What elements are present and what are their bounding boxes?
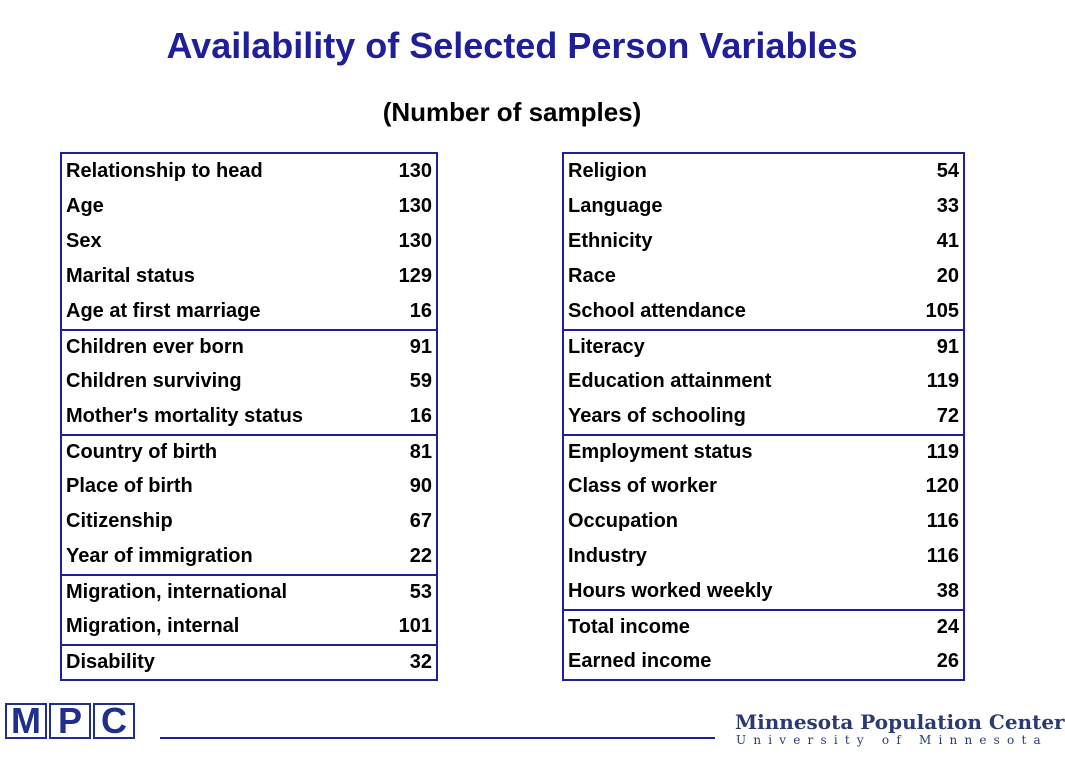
table-row (564, 436, 963, 469)
table-row (62, 331, 436, 364)
sample-count: 119 (926, 370, 959, 392)
page-subtitle: (Number of samples) (382, 97, 642, 127)
sample-count: 116 (926, 510, 959, 532)
variable-name: Country of birth (66, 441, 218, 463)
variable-name: Age (66, 195, 104, 217)
variable-name: Children ever born (66, 336, 244, 358)
variable-group (62, 329, 436, 434)
variable-group (564, 154, 963, 329)
variable-name: Children surviving (66, 370, 242, 392)
table-row (62, 294, 436, 329)
logo-letter: M (5, 703, 47, 739)
logo-letter: C (93, 703, 135, 739)
sample-count: 91 (409, 336, 432, 358)
variable-group (564, 609, 963, 679)
variable-name: School attendance (568, 300, 746, 322)
mpc-logo (5, 700, 137, 741)
table-row (62, 399, 436, 434)
variable-name: Year of immigration (66, 545, 253, 567)
table-row (62, 504, 436, 539)
page-title: Availability of Selected Person Variables (166, 25, 858, 66)
sample-count: 129 (398, 265, 432, 287)
sample-count: 130 (398, 230, 432, 252)
variable-group (62, 434, 436, 574)
sample-count: 24 (936, 616, 959, 638)
variable-name: Relationship to head (66, 160, 263, 182)
sample-count: 32 (409, 651, 432, 673)
table-row (62, 436, 436, 469)
sample-count: 91 (936, 336, 959, 358)
variables-table-left (60, 152, 438, 681)
sample-count: 26 (936, 650, 959, 672)
sample-count: 105 (925, 300, 959, 322)
variable-name: Religion (568, 160, 647, 182)
org-name: Minnesota Population Center (735, 710, 1065, 734)
table-row (62, 539, 436, 574)
table-row (564, 259, 963, 294)
sample-count: 38 (936, 580, 959, 602)
table-row (564, 364, 963, 399)
table-row (564, 331, 963, 364)
variable-name: Education attainment (568, 370, 772, 392)
sample-count: 119 (926, 441, 959, 463)
variable-name: Industry (568, 545, 647, 567)
sample-count: 72 (936, 405, 959, 427)
variable-name: Employment status (568, 441, 753, 463)
variable-name: Race (568, 265, 616, 287)
variable-name: Marital status (66, 265, 195, 287)
logo-letter: P (49, 703, 91, 739)
variable-name: Place of birth (66, 475, 193, 497)
table-row (564, 224, 963, 259)
variable-name: Mother's mortality status (66, 405, 304, 427)
variable-name: Ethnicity (568, 230, 653, 252)
sample-count: 101 (398, 615, 432, 637)
sample-count: 130 (398, 195, 432, 217)
sample-count: 116 (926, 545, 959, 567)
sample-count: 90 (409, 475, 432, 497)
variable-group (62, 644, 436, 679)
variable-group (564, 434, 963, 609)
table-row (564, 189, 963, 224)
table-row (62, 154, 436, 189)
variable-name: Literacy (568, 336, 645, 358)
table-row (62, 364, 436, 399)
sample-count: 81 (409, 441, 432, 463)
sample-count: 59 (409, 370, 432, 392)
sample-count: 33 (936, 195, 959, 217)
variable-group (62, 574, 436, 644)
sample-count: 16 (409, 405, 432, 427)
variables-table-right (562, 152, 965, 681)
sample-count: 130 (398, 160, 432, 182)
sample-count: 53 (409, 581, 432, 603)
table-row (564, 504, 963, 539)
variable-group (62, 154, 436, 329)
variable-name: Migration, international (66, 581, 288, 603)
table-row (62, 469, 436, 504)
table-row (62, 224, 436, 259)
variable-name: Citizenship (66, 510, 173, 532)
variable-group (564, 329, 963, 434)
table-row (564, 154, 963, 189)
sample-count: 20 (936, 265, 959, 287)
variable-name: Earned income (568, 650, 712, 672)
table-row (62, 576, 436, 609)
org-subtitle: University of Minnesota (736, 733, 1048, 747)
variable-name: Class of worker (568, 475, 717, 497)
table-row (62, 609, 436, 644)
table-row (62, 646, 436, 679)
sample-count: 16 (409, 300, 432, 322)
footer-divider (160, 737, 715, 739)
variable-name: Occupation (568, 510, 679, 532)
sample-count: 54 (936, 160, 959, 182)
table-row (564, 539, 963, 574)
variable-name: Years of schooling (568, 405, 746, 427)
sample-count: 67 (409, 510, 432, 532)
variable-name: Hours worked weekly (568, 580, 773, 602)
table-row (62, 259, 436, 294)
table-row (564, 469, 963, 504)
variable-name: Language (568, 195, 663, 217)
table-row (564, 574, 963, 609)
table-row (564, 294, 963, 329)
table-row (564, 399, 963, 434)
variable-name: Migration, internal (66, 615, 240, 637)
variable-name: Age at first marriage (66, 300, 261, 322)
sample-count: 120 (925, 475, 959, 497)
sample-count: 41 (936, 230, 959, 252)
variable-name: Total income (568, 616, 690, 638)
table-row (62, 189, 436, 224)
variable-name: Sex (66, 230, 102, 252)
sample-count: 22 (409, 545, 432, 567)
variable-name: Disability (66, 651, 155, 673)
table-row (564, 611, 963, 644)
table-row (564, 644, 963, 679)
